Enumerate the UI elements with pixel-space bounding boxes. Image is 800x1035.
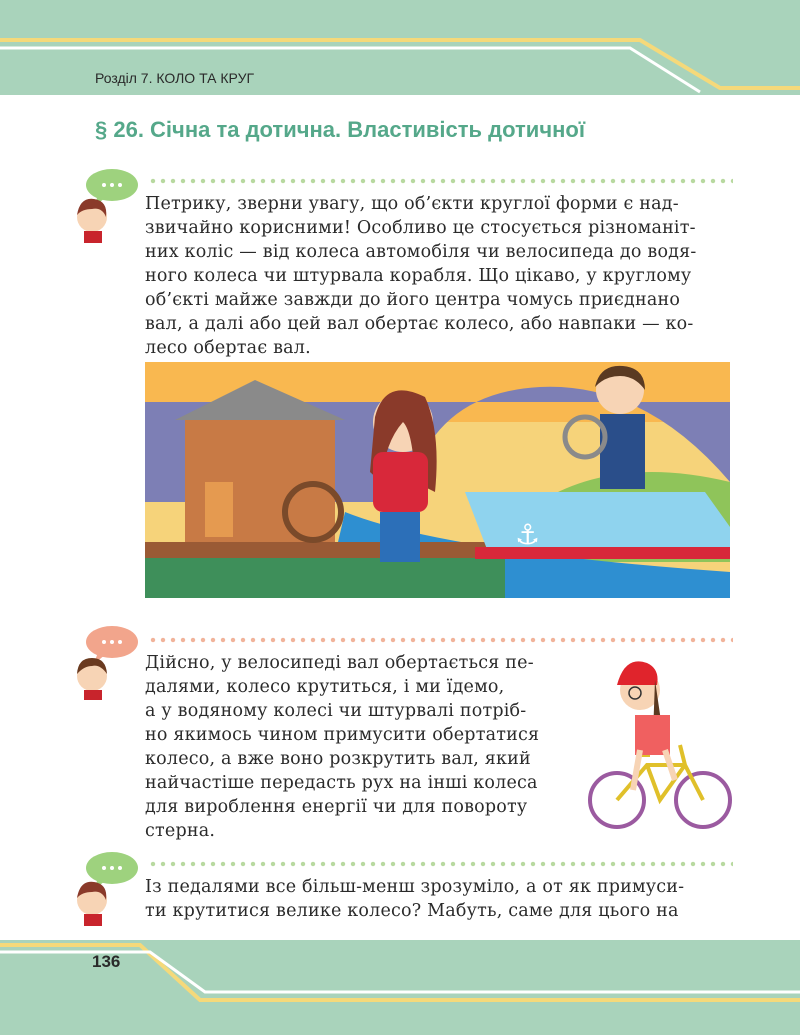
text-line: Петрику, зверни увагу, що об’єкти круглої форми є над- xyxy=(145,194,679,214)
divider-dots xyxy=(148,637,733,643)
text-line: лесо обертає вал. xyxy=(145,338,311,358)
section-title: § 26. Січна та дотична. Властивість дотичної xyxy=(95,117,586,142)
dialogue-paragraph xyxy=(145,651,565,843)
girl-on-bicycle-illustration xyxy=(585,655,735,835)
boy-avatar-icon xyxy=(72,622,144,702)
text-line: Із педалями все більш-менш зрозуміло, а от як примуси- xyxy=(145,877,685,897)
illustration-bridge-scene xyxy=(145,362,730,598)
dialogue-paragraph xyxy=(145,192,730,360)
text-line: ти крутитися велике колесо? Мабуть, саме для цього на xyxy=(145,901,679,921)
girl-avatar-icon xyxy=(72,848,144,928)
text-line: а у водяному колесі чи штурвалі потріб- xyxy=(145,701,527,721)
text-line: Дійсно, у велосипеді вал обертається пе- xyxy=(145,653,534,673)
divider-dots xyxy=(148,861,733,867)
text-line: вал, а далі або цей вал обертає колесо, або навпаки — ко- xyxy=(145,314,694,334)
text-line: об’єкті майже завжди до його центра чомусь приєднано xyxy=(145,290,681,310)
dialogue-paragraph xyxy=(145,875,730,923)
text-line: ного колеса чи штурвала корабля. Що цікаво, у круглому xyxy=(145,266,692,286)
text-line: стерна. xyxy=(145,821,216,841)
text-line: для вироблення енергії чи для повороту xyxy=(145,797,528,817)
divider-dots xyxy=(148,178,733,184)
text-line: звичайно корисними! Особливо це стосується різноманіт- xyxy=(145,218,696,238)
svg-text:⚓: ⚓ xyxy=(515,518,541,551)
text-line: найчастіше передасть рух на інші колеса xyxy=(145,773,538,793)
text-line: далями, колесо крутиться, і ми їдемо, xyxy=(145,677,505,697)
text-line: колесо, а вже воно розкрутить вал, який xyxy=(145,749,531,769)
text-line: но якимось чином примусити обертатися xyxy=(145,725,540,745)
text-line: них коліс — від колеса автомобіля чи велосипеда до водя- xyxy=(145,242,697,262)
girl-avatar-icon xyxy=(72,165,144,245)
chapter-title: Розділ 7. КОЛО ТА КРУГ xyxy=(95,70,255,86)
page-number: 136 xyxy=(92,952,121,971)
